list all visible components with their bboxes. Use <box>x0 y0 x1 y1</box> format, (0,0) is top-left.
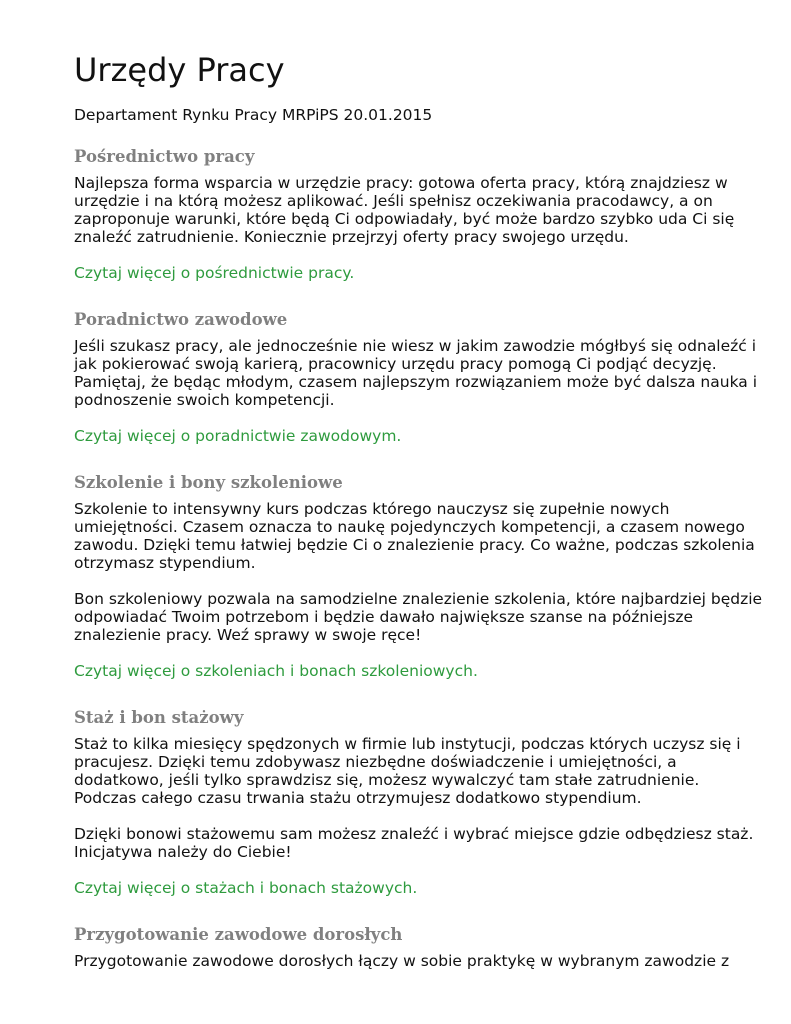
section-paragraph: Przygotowanie zawodowe dorosłych łączy w sobie praktykę w wybranym zawodzie z <box>74 952 730 970</box>
section-heading-posrednictwo: Pośrednictwo pracy <box>74 147 255 166</box>
section-paragraph: Staż to kilka miesięcy spędzonych w firmie lub instytucji, podczas których uczysz się i pracujesz. Dzięki temu zdobywasz niezbędne doświadczenie i umiejętności, a dodatkowo, jeśli tylko sprawdzisz się, możesz wywalczyć tam stałe zatrudnienie. Podczas całego czasu trwania stażu otrzymujesz dodatkowo stypendium. <box>74 735 741 807</box>
section-heading-poradnictwo: Poradnictwo zawodowe <box>74 310 288 329</box>
document-page <box>74 50 764 970</box>
read-more-staze-link[interactable]: Czytaj więcej o stażach i bonach stażowych. <box>74 879 418 897</box>
section-paragraph: Szkolenie to intensywny kurs podczas którego nauczysz się zupełnie nowych umiejętności. Czasem oznacza to naukę pojedynczych kompetencji, a czasem nowego zawodu. Dzięki temu łatwiej będzie Ci o znalezienie pracy. Co ważne, podczas szkolenia otrzymasz stypendium. <box>74 500 755 572</box>
section-paragraph: Dzięki bonowi stażowemu sam możesz znaleźć i wybrać miejsce gdzie odbędziesz staż. Inicjatywa należy do Ciebie! <box>74 825 754 861</box>
section-paragraph: Najlepsza forma wsparcia w urzędzie pracy: gotowa oferta pracy, którą znajdziesz w urzędzie i na którą możesz aplikować. Jeśli spełnisz oczekiwania pracodawcy, a on zaproponuje warunki, które będą Ci odpowiadały, być może bardzo szybko uda Ci się znaleźć zatrudnienie. Koniecznie przejrzyj oferty pracy swojego urzędu. <box>74 174 735 246</box>
section-heading-szkolenie: Szkolenie i bony szkoleniowe <box>74 473 343 492</box>
section-paragraph: Jeśli szukasz pracy, ale jednocześnie nie wiesz w jakim zawodzie mógłbyś się odnaleźć i jak pokierować swoją karierą, pracownicy urzędu pracy pomogą Ci podjąć decyzję. Pamiętaj, że będąc młodym, czasem najlepszym rozwiązaniem może być dalsza nauka i podnoszenie swoich kompetencji. <box>74 337 758 409</box>
section-heading-staz: Staż i bon stażowy <box>74 708 244 727</box>
page-title: Urzędy Pracy <box>74 51 285 89</box>
read-more-posrednictwo-link[interactable]: Czytaj więcej o pośrednictwie pracy. <box>74 264 355 282</box>
section-heading-przygotowanie: Przygotowanie zawodowe dorosłych <box>74 925 403 944</box>
document-meta: Departament Rynku Pracy MRPiPS 20.01.2015 <box>74 106 433 124</box>
section-paragraph: Bon szkoleniowy pozwala na samodzielne znalezienie szkolenia, które najbardziej będzie odpowiadać Twoim potrzebom i będzie dawało największe szanse na późniejsze znalezienie pracy. Weź sprawy w swoje ręce! <box>74 590 763 644</box>
read-more-poradnictwo-link[interactable]: Czytaj więcej o poradnictwie zawodowym. <box>74 427 402 445</box>
read-more-szkolenia-link[interactable]: Czytaj więcej o szkoleniach i bonach szkoleniowych. <box>74 662 478 680</box>
